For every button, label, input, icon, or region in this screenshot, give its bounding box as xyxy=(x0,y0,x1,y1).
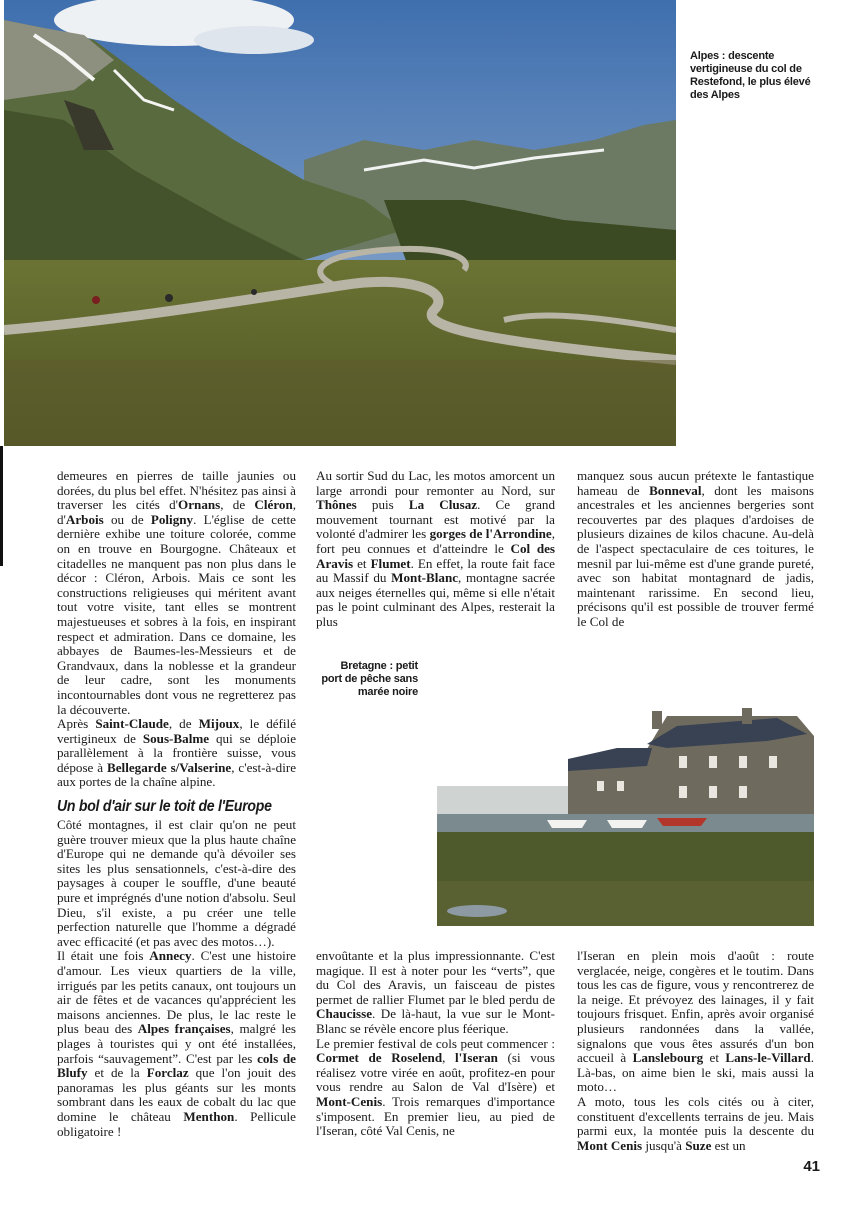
bold-term: Alpes françaises xyxy=(137,1021,231,1037)
bold-term: cols de Blufy xyxy=(57,1050,296,1081)
text-run: l'Iseran en plein mois d'août : route verglacée, neige, congères et le toutim. Dans tous les cas de figure, vous y rencontrerez de la neige. Et prévoyez des lainages, il y fait toujours frisquet. Enfin, après avoir organisé plusieurs randonnées dans la vallée, signalons que vous êtes assurés d'un bon accueil à xyxy=(577,948,814,1066)
text-run: . De là-haut, la vue sur le Mont-Blanc se révèle encore plus féerique. xyxy=(316,1006,555,1036)
bold-term: Saint-Claude xyxy=(95,716,169,732)
alpes-photo-caption: Alpes : descente vertigineuse du col de Restefond, le plus élevé des Alpes xyxy=(690,50,811,101)
text-run: Il était une fois xyxy=(57,948,150,964)
section-subheading: Un bol d'air sur le toit de l'Europe xyxy=(57,798,272,816)
article-column-2-bottom xyxy=(316,949,555,1139)
bold-term: Lans-le-Villard xyxy=(725,1050,811,1066)
bold-term: Lanslebourg xyxy=(632,1050,704,1066)
text-run: , de xyxy=(168,716,199,732)
bretagne-photo xyxy=(437,686,814,926)
bold-term: Flumet xyxy=(370,555,411,571)
paragraph xyxy=(316,469,555,630)
bold-term: Mont-Blanc xyxy=(391,570,459,586)
text-run: qui se déploie parallèlement à la frontière suisse, vous dépose à xyxy=(57,730,297,775)
text-run: et xyxy=(703,1050,726,1066)
bold-term: Menthon xyxy=(183,1108,235,1124)
bold-term: Ornans xyxy=(178,497,221,513)
bold-term: Mont-Cenis xyxy=(316,1093,383,1109)
text-run: Après xyxy=(57,716,96,732)
bold-term: Poligny xyxy=(150,511,194,527)
bold-term: Cléron xyxy=(254,497,293,513)
page-number: 41 xyxy=(803,1158,820,1175)
text-run: que l'on jouit des panoramas les plus géants sur les monts sombrant dans les eaux de cobalt du lac que domine le château xyxy=(57,1065,296,1124)
article-column-1 xyxy=(57,469,296,1139)
text-run: Au sortir Sud du Lac, les motos amorcent un large arrondi pour remonter au Nord, sur xyxy=(316,468,555,498)
paragraph xyxy=(577,1095,814,1153)
text-run: . L'église de cette dernière exhibe une toiture colorée, comme on en trouve en Bourgogne. Châteaux et citadelles ne manquent pas non plus dans le décor : Cléron, Arbois. Mais ce sont les constructions religieuses qui méritent avant tout votre visite, tant elles se montrent majestueuses et sobres à la fois, en inspirant respect et admiration. Dans ce domaine, les abbayes de Baumes-les-Messieurs et de Grandvaux, dans la noblesse et la grandeur de leur cadre, sont les monuments incontournables dont vous ne regretterez pas la découverte. xyxy=(57,511,296,717)
bold-term: Forclaz xyxy=(146,1065,189,1081)
text-run: . C'est une histoire d'amour. Les vieux quartiers de la ville, irrigués par les petits canaux, ont toujours un air de fêtes et de vacances qu'apprécient les maisons anciennes. De plus, le lac reste le plus beau des xyxy=(57,948,296,1037)
text-run: manquez sous aucun prétexte le fantastique hameau de xyxy=(577,468,814,498)
bold-term: Bellegarde s/Valserine xyxy=(107,759,232,775)
text-run: , de xyxy=(220,497,255,513)
bold-term: La Clusaz xyxy=(408,497,478,513)
text-run: et xyxy=(353,555,371,571)
bold-term: Bonneval xyxy=(649,482,702,498)
paragraph xyxy=(57,949,296,1139)
text-run: et de la xyxy=(87,1065,147,1081)
bold-term: Mijoux xyxy=(198,716,240,732)
text-run: est un xyxy=(711,1137,746,1153)
text-run: (si vous réalisez votre virée en août, profitez-en pour vous rendre au Salon de Val d'Isère) et xyxy=(316,1050,555,1095)
bold-term: Suze xyxy=(685,1137,712,1153)
article-column-2-top xyxy=(316,469,555,630)
text-run: demeures en pierres de taille jaunies ou dorées, du plus bel effet. N'hésitez pas ainsi à traverser les cités d' xyxy=(57,468,296,513)
text-run: , dont les maisons ancestrales et les anciennes bergeries sont recouvertes par des plaques d'ardoises de plusieurs dizaines de kilos chacune. Au-delà de l'aspect spectaculaire de ces toitures, le mesnil par lui-même est d'une grande pureté, avec son habitat montagnard de jadis, maintenant rarissime. En second lieu, précisons qu'il est possible de trouver fermé le Col de xyxy=(577,482,814,629)
paragraph xyxy=(577,949,814,1095)
bold-term: Chaucisse xyxy=(316,1006,373,1022)
bold-term: gorges de l'Arrondine xyxy=(429,526,552,542)
text-run: , malgré les plages à touristes qui y ont été installées, parfois “sauvagement”. C'est par les xyxy=(57,1021,296,1066)
text-run: . Trois remarques d'importance s'imposent. En premier lieu, au pied de l'Iseran, côté Val Cenis, ne xyxy=(316,1093,555,1139)
text-run: , xyxy=(442,1050,456,1066)
page-edge-mark xyxy=(0,446,3,566)
paragraph xyxy=(316,949,555,1037)
paragraph xyxy=(57,469,296,717)
text-run: envoûtante et la plus impressionnante. C'est magique. Il est à noter pour les “verts”, que du Col des Aravis, un faisceau de pistes permet de rallier Flumet par le bled perdu de xyxy=(316,948,555,1007)
text-run: . Ce grand mouvement tournant est motivé par la volonté d'admirer les xyxy=(316,497,555,542)
text-run: , c'est-à-dire aux portes de la chaîne alpine. xyxy=(57,759,297,790)
paragraph xyxy=(57,818,296,949)
text-run: puis xyxy=(356,497,409,513)
paragraph xyxy=(316,1037,555,1139)
article-column-3-bottom xyxy=(577,949,814,1153)
text-run: , d' xyxy=(57,497,297,527)
text-run: , montagne sacrée aux neiges éternelles qui, même si elle n'était pas le point culminant des Alpes, resterait la plus xyxy=(316,570,556,629)
text-run: A moto, tous les cols cités ou à citer, constituent d'excellents terrains de jeu. Mais parmi eux, la montée puis la descente du xyxy=(577,1093,814,1139)
text-run: ou de xyxy=(103,511,151,527)
alpes-photo xyxy=(4,0,676,446)
bold-term: Cormet de Roselend xyxy=(316,1050,443,1066)
bold-term: Annecy xyxy=(149,948,192,964)
text-run: , fort peu connues et d'atteindre le xyxy=(316,526,555,556)
article-column-3-top xyxy=(577,469,814,630)
bold-term: Col des Aravis xyxy=(316,540,556,571)
bold-term: l'Iseran xyxy=(455,1050,498,1066)
bretagne-photo-caption: Bretagne : petit port de pêche sans marée noire xyxy=(321,660,418,698)
text-run: . En effet, la route fait face au Massif du xyxy=(316,555,555,586)
text-run: , le défilé vertigineux de xyxy=(57,716,297,746)
text-run: . Là-bas, on aime bien le ski, mais aussi la moto… xyxy=(577,1050,814,1095)
text-run: . Pellicule obligatoire ! xyxy=(57,1108,296,1139)
bold-term: Arbois xyxy=(65,511,104,527)
bold-term: Sous-Balme xyxy=(142,730,210,746)
bold-term: Thônes xyxy=(316,497,357,513)
bold-term: Mont Cenis xyxy=(577,1137,643,1153)
paragraph xyxy=(57,717,296,790)
text-run: Le premier festival de cols peut commencer : xyxy=(316,1035,555,1051)
paragraph xyxy=(577,469,814,630)
text-run: Côté montagnes, il est clair qu'on ne peut guère trouver mieux que la plus haute chaîne d'Europe qui ne demande qu'à dévoiler ses sites les plus sensationnels, c'est-à-dire des paysages à couper le souffle, d'une beauté pure et imprégnés d'une notion d'absolu. Seul Dieu, s'il existe, a pu créer une telle perfection naturelle que l'homme a dégradé avec efficacité (et pas avec des motos…). xyxy=(57,817,296,949)
text-run: jusqu'à xyxy=(642,1137,686,1153)
